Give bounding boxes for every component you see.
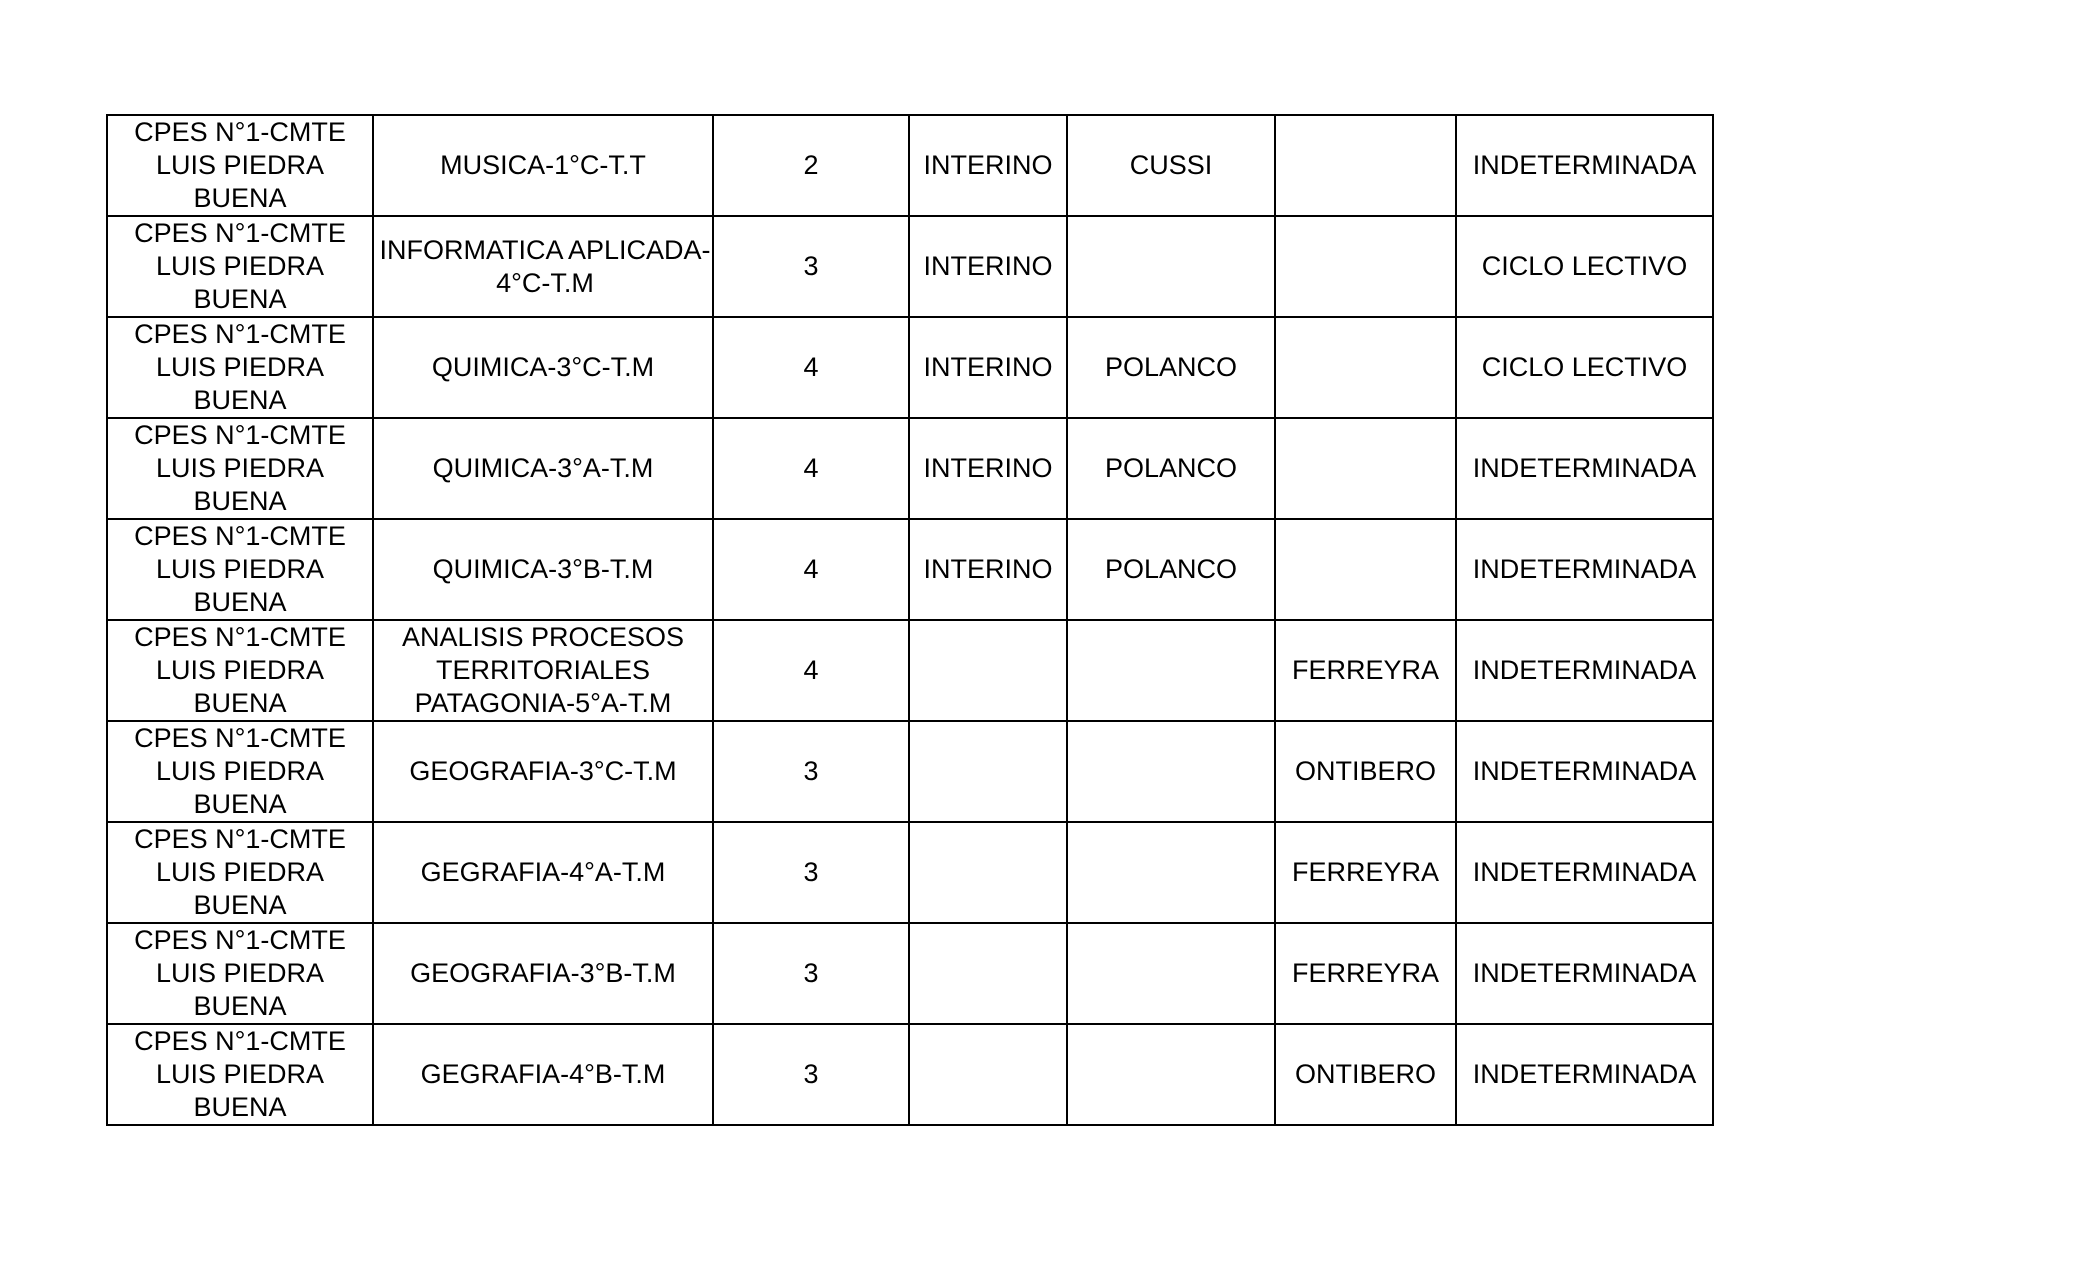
subject-cell: GEOGRAFIA-3°C-T.M: [373, 721, 713, 822]
school-cell: CPES N°1-CMTE LUIS PIEDRA BUENA: [107, 923, 373, 1024]
table-row: [107, 1024, 1713, 1125]
hours-cell: 3: [713, 923, 909, 1024]
subject-cell: MUSICA-1°C-T.T: [373, 115, 713, 216]
hours-cell: 4: [713, 519, 909, 620]
table-row: [107, 721, 1713, 822]
teacher-b-cell: [1275, 519, 1456, 620]
hours-cell: 3: [713, 216, 909, 317]
teacher-a-cell: [1067, 923, 1275, 1024]
teacher-b-cell: FERREYRA: [1275, 620, 1456, 721]
subject-cell: GEOGRAFIA-3°B-T.M: [373, 923, 713, 1024]
teacher-a-cell: POLANCO: [1067, 519, 1275, 620]
teacher-b-cell: [1275, 317, 1456, 418]
subject-cell: QUIMICA-3°B-T.M: [373, 519, 713, 620]
duration-cell: INDETERMINADA: [1456, 923, 1713, 1024]
status-cell: INTERINO: [909, 216, 1067, 317]
teacher-b-cell: ONTIBERO: [1275, 1024, 1456, 1125]
hours-cell: 4: [713, 620, 909, 721]
teacher-a-cell: [1067, 721, 1275, 822]
teacher-b-cell: FERREYRA: [1275, 822, 1456, 923]
table-row: [107, 115, 1713, 216]
table-row: [107, 923, 1713, 1024]
duration-cell: INDETERMINADA: [1456, 620, 1713, 721]
duration-cell: INDETERMINADA: [1456, 418, 1713, 519]
teacher-b-cell: [1275, 216, 1456, 317]
duration-cell: INDETERMINADA: [1456, 519, 1713, 620]
table-row: [107, 418, 1713, 519]
table-row: [107, 519, 1713, 620]
duration-cell: INDETERMINADA: [1456, 1024, 1713, 1125]
school-cell: CPES N°1-CMTE LUIS PIEDRA BUENA: [107, 822, 373, 923]
table-row: [107, 620, 1713, 721]
school-cell: CPES N°1-CMTE LUIS PIEDRA BUENA: [107, 317, 373, 418]
positions-table: [106, 114, 1714, 1126]
status-cell: [909, 822, 1067, 923]
table-row: [107, 216, 1713, 317]
teacher-a-cell: CUSSI: [1067, 115, 1275, 216]
teacher-b-cell: [1275, 115, 1456, 216]
hours-cell: 4: [713, 418, 909, 519]
subject-cell: QUIMICA-3°A-T.M: [373, 418, 713, 519]
subject-cell: ANALISIS PROCESOS TERRITORIALES PATAGONIA-5°A-T.M: [373, 620, 713, 721]
school-cell: CPES N°1-CMTE LUIS PIEDRA BUENA: [107, 216, 373, 317]
hours-cell: 2: [713, 115, 909, 216]
subject-cell: QUIMICA-3°C-T.M: [373, 317, 713, 418]
subject-cell: GEGRAFIA-4°B-T.M: [373, 1024, 713, 1125]
subject-cell: INFORMATICA APLICADA-4°C-T.M: [373, 216, 713, 317]
hours-cell: 3: [713, 822, 909, 923]
school-cell: CPES N°1-CMTE LUIS PIEDRA BUENA: [107, 115, 373, 216]
status-cell: [909, 1024, 1067, 1125]
teacher-a-cell: [1067, 216, 1275, 317]
teacher-a-cell: [1067, 620, 1275, 721]
table-row: [107, 317, 1713, 418]
status-cell: [909, 923, 1067, 1024]
teacher-a-cell: [1067, 822, 1275, 923]
school-cell: CPES N°1-CMTE LUIS PIEDRA BUENA: [107, 620, 373, 721]
duration-cell: CICLO LECTIVO: [1456, 216, 1713, 317]
duration-cell: INDETERMINADA: [1456, 822, 1713, 923]
school-cell: CPES N°1-CMTE LUIS PIEDRA BUENA: [107, 519, 373, 620]
table-row: [107, 822, 1713, 923]
school-cell: CPES N°1-CMTE LUIS PIEDRA BUENA: [107, 1024, 373, 1125]
subject-cell: GEGRAFIA-4°A-T.M: [373, 822, 713, 923]
status-cell: INTERINO: [909, 418, 1067, 519]
hours-cell: 3: [713, 1024, 909, 1125]
duration-cell: INDETERMINADA: [1456, 115, 1713, 216]
status-cell: INTERINO: [909, 115, 1067, 216]
teacher-b-cell: ONTIBERO: [1275, 721, 1456, 822]
status-cell: [909, 721, 1067, 822]
school-cell: CPES N°1-CMTE LUIS PIEDRA BUENA: [107, 418, 373, 519]
status-cell: INTERINO: [909, 519, 1067, 620]
duration-cell: INDETERMINADA: [1456, 721, 1713, 822]
status-cell: [909, 620, 1067, 721]
teacher-b-cell: [1275, 418, 1456, 519]
teacher-b-cell: FERREYRA: [1275, 923, 1456, 1024]
hours-cell: 3: [713, 721, 909, 822]
status-cell: INTERINO: [909, 317, 1067, 418]
teacher-a-cell: POLANCO: [1067, 418, 1275, 519]
teacher-a-cell: [1067, 1024, 1275, 1125]
hours-cell: 4: [713, 317, 909, 418]
school-cell: CPES N°1-CMTE LUIS PIEDRA BUENA: [107, 721, 373, 822]
duration-cell: CICLO LECTIVO: [1456, 317, 1713, 418]
teacher-a-cell: POLANCO: [1067, 317, 1275, 418]
